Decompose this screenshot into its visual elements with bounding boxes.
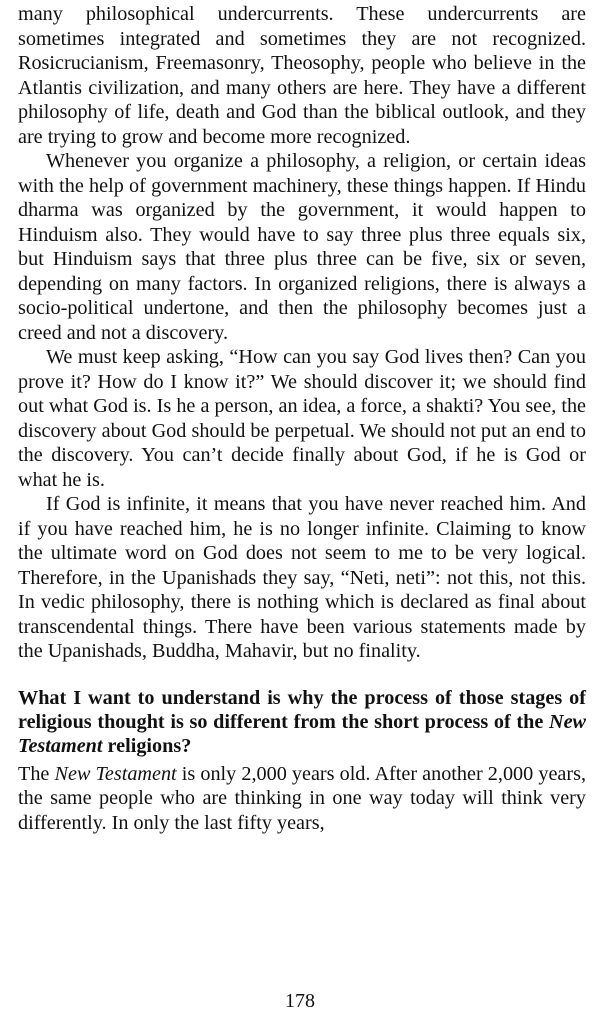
answer-paragraph <box>18 762 586 836</box>
paragraph-god-is-infinite: If God is infinite, it means that you have never reached him. And if you have reached him, he is no longer infinite. Claiming to know the ultimate word on God does not seem to me to be very logical. Therefore, in the Upanishads they say, “Neti, neti”: not this, not this. In vedic philosophy, there is nothing which is declared as final about transcendental things. There have been various statements made by the Upanishads, Buddha, Mahavir, but no finality. <box>18 493 586 662</box>
document-page <box>18 2 586 835</box>
interview-question <box>18 686 586 758</box>
page-number: 178 <box>285 990 315 1012</box>
question-italic-title: New Testament <box>18 710 586 757</box>
paragraph-government-machinery: Whenever you organize a philosophy, a religion, or certain ideas with the help of government machinery, these things happen. If Hindu dharma was organized by the government, it would happen to Hinduism also. They would have to say three plus three equals six, but Hinduism says that three plus three can be five, six or seven, depending on many factors. In organized religions, there is always a socio-political undertone, and then the philosophy becomes just a creed and not a discovery. <box>18 150 586 344</box>
question-text-end: religions? <box>102 734 192 757</box>
paragraph-undercurrents: many philosophical undercurrents. These undercurrents are sometimes integrated and sometimes they are not recognized. Rosicrucianism, Freemasonry, Theosophy, people who believe in the Atlantis civilization, and many others are here. They have a different philosophy of life, death and God than the biblical outlook, and they are trying to grow and become more recognized. <box>18 3 586 148</box>
answer-text-start: The <box>18 762 55 785</box>
answer-italic-title: New Testament <box>54 762 177 785</box>
paragraph-discovery-of-god: We must keep asking, “How can you say God lives then? Can you prove it? How do I know it?” We should discover it; we should find out what God is. Is he a person, an idea, a force, a shakti? You see, the discovery about God should be perpetual. We should not put an end to the discovery. You can’t decide finally about God, if he is God or what he is. <box>18 346 586 491</box>
answer-text-end: is only 2,000 years old. After another 2,000 years, the same people who are thinking in one way today will think very differently. In only the last fifty years, <box>18 762 586 834</box>
question-text-start: What I want to understand is why the process of those stages of religious thought is so different from the short process of the <box>18 686 586 733</box>
